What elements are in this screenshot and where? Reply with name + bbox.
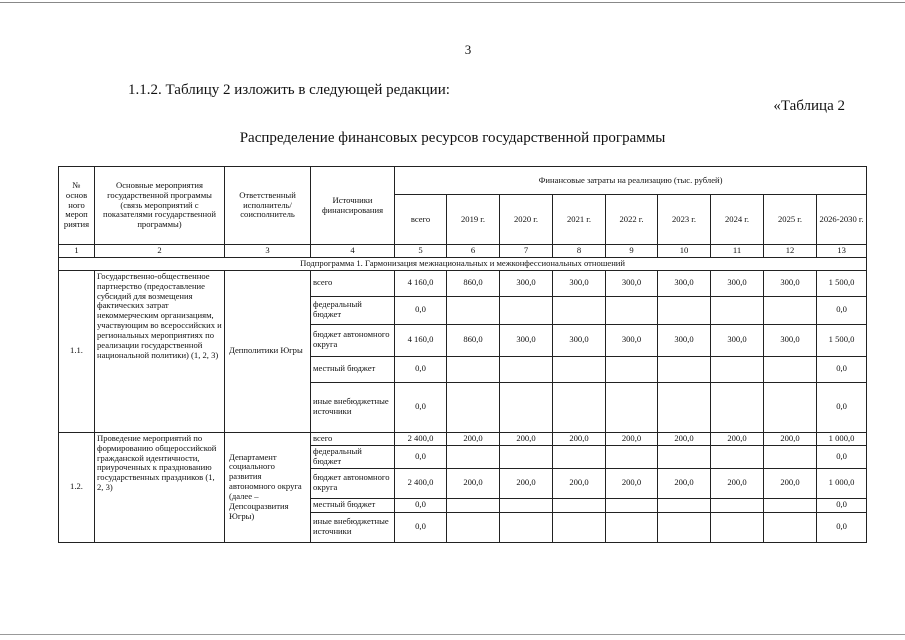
column-number: 4 <box>311 245 395 258</box>
amount-cell: 1 000,0 <box>817 468 867 498</box>
amount-cell <box>658 498 711 512</box>
amount-cell <box>500 498 553 512</box>
amount-cell <box>553 445 606 468</box>
amount-cell <box>553 512 606 542</box>
amount-cell <box>447 498 500 512</box>
amount-cell: 300,0 <box>606 324 658 356</box>
amount-cell: 0,0 <box>395 445 447 468</box>
amount-cell <box>606 512 658 542</box>
amount-cell: 0,0 <box>817 498 867 512</box>
column-number: 5 <box>395 245 447 258</box>
amount-cell <box>711 296 764 324</box>
amount-cell: 0,0 <box>817 296 867 324</box>
amount-cell: 300,0 <box>500 270 553 296</box>
amount-cell <box>447 356 500 382</box>
amount-cell <box>447 382 500 432</box>
funding-source: иные внебюджетные источники <box>311 512 395 542</box>
amount-cell: 300,0 <box>711 324 764 356</box>
column-number: 1 <box>59 245 95 258</box>
amount-cell <box>553 296 606 324</box>
amount-cell: 300,0 <box>764 270 817 296</box>
amount-cell: 200,0 <box>606 432 658 445</box>
header-year: 2020 г. <box>500 195 553 245</box>
amount-cell <box>606 296 658 324</box>
amount-cell <box>658 296 711 324</box>
amount-cell: 0,0 <box>395 382 447 432</box>
amount-cell: 300,0 <box>553 324 606 356</box>
column-number: 10 <box>658 245 711 258</box>
header-main-events: Основные мероприятия государственной программы (связь мероприятий с показателями государственной программы) <box>95 167 225 245</box>
amount-cell <box>447 296 500 324</box>
funding-source: местный бюджет <box>311 356 395 382</box>
page-number: 3 <box>464 42 472 57</box>
event-executor: Департамент социального развития автономного округа (далее – Депсоцразвития Югры) <box>225 432 311 542</box>
financing-table <box>58 166 867 543</box>
amount-cell <box>764 356 817 382</box>
amount-cell: 0,0 <box>817 382 867 432</box>
header-year: 2019 г. <box>447 195 500 245</box>
funding-source: всего <box>311 270 395 296</box>
column-number: 6 <box>447 245 500 258</box>
amount-cell <box>711 382 764 432</box>
amount-cell <box>711 498 764 512</box>
header-year: 2024 г. <box>711 195 764 245</box>
column-number: 3 <box>225 245 311 258</box>
header-year: 2026-2030 г. <box>817 195 867 245</box>
amount-cell <box>500 296 553 324</box>
amount-cell <box>500 512 553 542</box>
amount-cell: 300,0 <box>764 324 817 356</box>
amount-cell: 300,0 <box>500 324 553 356</box>
header-year: 2022 г. <box>606 195 658 245</box>
amount-cell <box>764 498 817 512</box>
amount-cell: 200,0 <box>447 432 500 445</box>
amount-cell: 200,0 <box>553 432 606 445</box>
event-executor: Депполитики Югры <box>225 270 311 432</box>
amount-cell: 860,0 <box>447 324 500 356</box>
amount-cell: 200,0 <box>553 468 606 498</box>
amount-cell <box>553 382 606 432</box>
amount-cell: 200,0 <box>500 432 553 445</box>
table-reference: «Таблица 2 <box>773 98 845 114</box>
amount-cell: 300,0 <box>606 270 658 296</box>
amount-cell <box>658 445 711 468</box>
funding-source: бюджет автономного округа <box>311 324 395 356</box>
amount-cell: 0,0 <box>395 512 447 542</box>
amount-cell <box>606 382 658 432</box>
funding-source: федеральный бюджет <box>311 445 395 468</box>
amount-cell: 0,0 <box>395 498 447 512</box>
header-number: № основ ного мероп риятия <box>59 167 95 245</box>
column-number: 8 <box>553 245 606 258</box>
scan-top-edge <box>0 2 905 3</box>
amount-cell: 1 500,0 <box>817 324 867 356</box>
amount-cell: 4 160,0 <box>395 270 447 296</box>
amount-cell <box>764 296 817 324</box>
instruction-text: 1.1.2. Таблицу 2 изложить в следующей редакции: <box>128 82 450 98</box>
funding-source: федеральный бюджет <box>311 296 395 324</box>
event-description: Проведение мероприятий по формированию общероссийской гражданской идентичности, приуроченных к празднованию государственных праздников (1, 2, 3) <box>95 432 225 542</box>
amount-cell: 200,0 <box>606 468 658 498</box>
amount-cell <box>764 512 817 542</box>
funding-source: иные внебюджетные источники <box>311 382 395 432</box>
amount-cell <box>711 445 764 468</box>
scan-bottom-edge <box>0 634 905 635</box>
amount-cell: 200,0 <box>500 468 553 498</box>
amount-cell: 2 400,0 <box>395 468 447 498</box>
column-number: 9 <box>606 245 658 258</box>
amount-cell: 0,0 <box>395 356 447 382</box>
amount-cell <box>764 445 817 468</box>
table-row <box>59 270 867 296</box>
funding-source: всего <box>311 432 395 445</box>
amount-cell: 1 500,0 <box>817 270 867 296</box>
amount-cell <box>500 356 553 382</box>
column-number: 12 <box>764 245 817 258</box>
amount-cell: 2 400,0 <box>395 432 447 445</box>
header-year: всего <box>395 195 447 245</box>
amount-cell <box>500 445 553 468</box>
amount-cell <box>606 356 658 382</box>
amount-cell <box>553 356 606 382</box>
amount-cell: 200,0 <box>764 468 817 498</box>
amount-cell <box>606 445 658 468</box>
amount-cell: 200,0 <box>764 432 817 445</box>
amount-cell: 300,0 <box>553 270 606 296</box>
amount-cell: 200,0 <box>658 468 711 498</box>
header-executor: Ответственный исполнитель/соисполнитель <box>225 167 311 245</box>
header-year: 2023 г. <box>658 195 711 245</box>
header-sources: Источники финансирования <box>311 167 395 245</box>
amount-cell: 200,0 <box>447 468 500 498</box>
header-year: 2025 г. <box>764 195 817 245</box>
amount-cell <box>764 382 817 432</box>
amount-cell: 1 000,0 <box>817 432 867 445</box>
funding-source: бюджет автономного округа <box>311 468 395 498</box>
amount-cell: 300,0 <box>711 270 764 296</box>
amount-cell: 860,0 <box>447 270 500 296</box>
event-number: 1.1. <box>59 270 95 432</box>
amount-cell <box>447 512 500 542</box>
amount-cell: 200,0 <box>711 468 764 498</box>
amount-cell <box>711 356 764 382</box>
amount-cell: 0,0 <box>817 356 867 382</box>
amount-cell <box>658 356 711 382</box>
header-financing: Финансовые затраты на реализацию (тыс. рублей) <box>395 167 867 195</box>
header-year: 2021 г. <box>553 195 606 245</box>
amount-cell <box>447 445 500 468</box>
subprogram-heading: Подпрограмма 1. Гармонизация межнациональных и межконфессиональных отношений <box>59 257 867 270</box>
amount-cell <box>658 382 711 432</box>
amount-cell: 300,0 <box>658 270 711 296</box>
funding-source: местный бюджет <box>311 498 395 512</box>
column-number: 11 <box>711 245 764 258</box>
event-description: Государственно-общественное партнерство (предоставление субсидий для возмещения фактических затрат некоммерческим организациям, участвующим во всероссийских и региональных мероприятиях по реализации государственной национальной политики) (1, 2, 3) <box>95 270 225 432</box>
amount-cell: 4 160,0 <box>395 324 447 356</box>
amount-cell <box>553 498 606 512</box>
amount-cell <box>500 382 553 432</box>
amount-cell <box>711 512 764 542</box>
column-number: 7 <box>500 245 553 258</box>
table-title: Распределение финансовых ресурсов государственной программы <box>239 130 666 146</box>
amount-cell: 0,0 <box>817 512 867 542</box>
amount-cell <box>606 498 658 512</box>
event-number: 1.2. <box>59 432 95 542</box>
amount-cell <box>658 512 711 542</box>
amount-cell: 300,0 <box>658 324 711 356</box>
column-number: 2 <box>95 245 225 258</box>
amount-cell: 0,0 <box>395 296 447 324</box>
table-row <box>59 432 867 445</box>
column-number: 13 <box>817 245 867 258</box>
amount-cell: 200,0 <box>711 432 764 445</box>
amount-cell: 0,0 <box>817 445 867 468</box>
amount-cell: 200,0 <box>658 432 711 445</box>
